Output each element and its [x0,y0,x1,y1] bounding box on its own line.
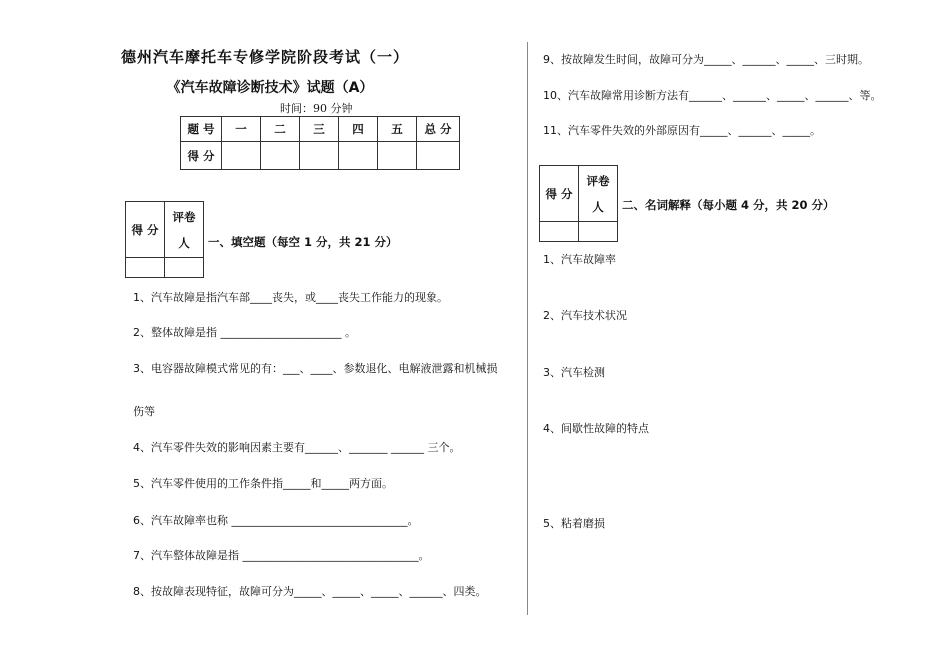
grader-score-cell[interactable] [126,258,165,278]
question-6: 6、汽车故障率也称 ________________________________。 [133,514,419,527]
term-5: 5、粘着磨损 [543,517,605,530]
section1-heading: 一、填空题（每空 1 分，共 21 分） [208,235,398,249]
column-divider [527,42,528,615]
score-table-cell: 总 分 [417,117,460,142]
score-table-header-row [181,117,460,142]
score-table-cell[interactable] [261,142,300,170]
score-table-cell[interactable] [222,142,261,170]
grader-name-cell[interactable] [579,222,618,242]
grader-box-top-row [126,202,204,258]
score-table-cell: 四 [339,117,378,142]
score-table-cell[interactable] [378,142,417,170]
score-table-cell: 二 [261,117,300,142]
score-table-score-row [181,142,460,170]
score-table-cell: 一 [222,117,261,142]
grader-label-line1: 评卷 [172,209,196,224]
grader-label-line2: 人 [178,235,190,250]
score-table-cell: 五 [378,117,417,142]
question-9: 9、按故障发生时间，故障可分为_____、______、_____、三时期。 [543,53,869,66]
grader-box-top-row [540,166,618,222]
score-table-cell[interactable] [300,142,339,170]
term-2: 2、汽车技术状况 [543,309,627,322]
score-table-cell[interactable] [417,142,460,170]
term-4: 4、间歇性故障的特点 [543,422,649,435]
term-1: 1、汽车故障率 [543,253,616,266]
score-table-cell: 题 号 [181,117,222,142]
grader-score-label: 得 分 [540,166,579,222]
question-4: 4、汽车零件失效的影响因素主要有______、_______ ______ 三个。 [133,441,461,454]
question-5: 5、汽车零件使用的工作条件指_____和_____两方面。 [133,477,393,490]
score-table [180,116,460,170]
question-1: 1、汽车故障是指汽车部____丧失，或____丧失工作能力的现象。 [133,291,448,304]
exam-time: 时间：90 分钟 [280,102,353,115]
question-7: 7、汽车整体故障是指 ________________________________。 [133,549,430,562]
grader-label-line2: 人 [592,199,604,214]
score-table-cell: 得 分 [181,142,222,170]
section2-heading: 二、名词解释（每小题 4 分，共 20 分） [622,198,835,212]
grader-box-section1 [125,201,204,278]
question-11: 11、汽车零件失效的外部原因有_____、______、_____。 [543,124,821,137]
score-table-cell[interactable] [339,142,378,170]
grader-box-section2 [539,165,618,242]
grader-score-label: 得 分 [126,202,165,258]
grader-box-bottom-row [126,258,204,278]
question-8: 8、按故障表现特征，故障可分为_____、_____、_____、______、四类。 [133,585,487,598]
question-3: 3、电容器故障模式常见的有：___、____、参数退化、电解液泄露和机械损 [133,362,498,375]
grader-label-line1: 评卷 [586,173,610,188]
exam-title-line1: 德州汽车摩托车专修学院阶段考试（一） [120,48,409,66]
grader-box-bottom-row [540,222,618,242]
question-2: 2、整体故障是指 ______________________ 。 [133,326,356,339]
grader-name-cell[interactable] [165,258,204,278]
term-3: 3、汽车检测 [543,366,605,379]
question-10: 10、汽车故障常用诊断方法有______、______、_____、______、等。 [543,89,882,102]
grader-label [579,166,618,222]
question-3-continued: 伤等 [133,405,155,418]
grader-label [165,202,204,258]
score-table-cell: 三 [300,117,339,142]
grader-score-cell[interactable] [540,222,579,242]
exam-title-line2: 《汽车故障诊断技术》试题（A） [166,80,374,96]
